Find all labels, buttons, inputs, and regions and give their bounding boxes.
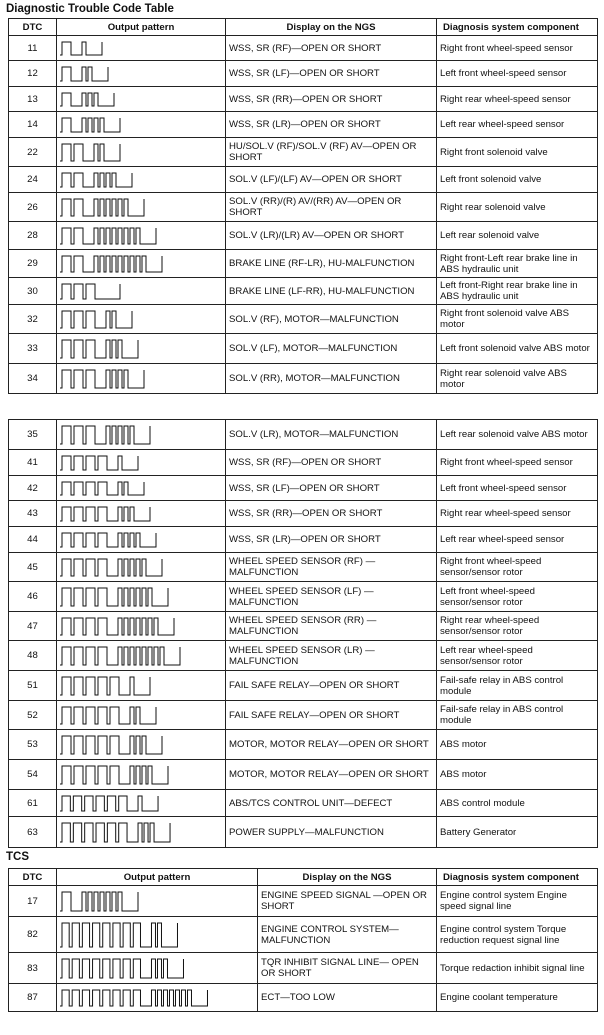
table-row <box>9 886 598 917</box>
table-row <box>9 501 598 527</box>
table-row <box>9 730 598 760</box>
diagnosis-component: Left rear wheel-speed sensor <box>437 527 598 553</box>
dtc-code: 34 <box>9 364 57 394</box>
ngs-display-text: WSS, SR (LR)—OPEN OR SHORT <box>226 112 437 138</box>
waveform-path <box>60 647 180 665</box>
table-row <box>9 984 598 1012</box>
dtc-code: 32 <box>9 305 57 334</box>
waveform-path <box>60 173 132 187</box>
output-pattern-waveform <box>59 920 253 950</box>
diagnosis-component: Right front wheel-speed sensor <box>437 450 598 476</box>
header-pattern: Output pattern <box>57 19 226 36</box>
ngs-display-text: WSS, SR (LF)—OPEN OR SHORT <box>226 476 437 501</box>
ngs-display-text: TQR INHIBIT SIGNAL LINE— OPEN OR SHORT <box>258 953 437 984</box>
dtc-code: 35 <box>9 420 57 450</box>
output-pattern-cell <box>57 278 226 305</box>
dtc-code: 41 <box>9 450 57 476</box>
ngs-display-text: WSS, SR (RR)—OPEN OR SHORT <box>226 87 437 112</box>
dtc-code: 11 <box>9 36 57 61</box>
output-pattern-waveform <box>59 956 253 981</box>
ngs-display-text: FAIL SAFE RELAY—OPEN OR SHORT <box>226 671 437 701</box>
diagnosis-component: Right rear solenoid valve <box>437 193 598 222</box>
output-pattern-cell <box>57 553 226 582</box>
ngs-display-text: SOL.V (LF), MOTOR—MALFUNCTION <box>226 334 437 364</box>
waveform-path <box>60 456 138 470</box>
waveform-path <box>60 796 158 811</box>
output-pattern-cell <box>57 641 226 671</box>
output-pattern-cell <box>57 87 226 112</box>
output-pattern-cell <box>57 527 226 553</box>
waveform-path <box>60 736 162 754</box>
table-row <box>9 790 598 817</box>
ngs-display-text: SOL.V (LF)/(LF) AV—OPEN OR SHORT <box>226 167 437 193</box>
output-pattern-waveform <box>59 793 221 814</box>
ngs-display-text: BRAKE LINE (LF-RR), HU-MALFUNCTION <box>226 278 437 305</box>
ngs-display-text: SOL.V (LR), MOTOR—MALFUNCTION <box>226 420 437 450</box>
tcs-header-component: Diagnosis system component <box>437 869 598 886</box>
diagnosis-component: Right front wheel-speed sensor <box>437 36 598 61</box>
diagnosis-component: Right rear solenoid valve ABS motor <box>437 364 598 394</box>
ngs-display-text: SOL.V (LR)/(LR) AV—OPEN OR SHORT <box>226 222 437 250</box>
diagnosis-component: Right front solenoid valve <box>437 138 598 167</box>
table-row <box>9 476 598 501</box>
output-pattern-cell <box>57 730 226 760</box>
output-pattern-cell <box>57 112 226 138</box>
output-pattern-cell <box>57 476 226 501</box>
output-pattern-cell <box>57 817 226 848</box>
output-pattern-cell <box>57 917 258 953</box>
waveform-path <box>60 959 183 978</box>
ngs-display-text: SOL.V (RR), MOTOR—MALFUNCTION <box>226 364 437 394</box>
dtc-code: 54 <box>9 760 57 790</box>
table-row <box>9 582 598 612</box>
dtc-code: 29 <box>9 250 57 278</box>
output-pattern-cell <box>57 364 226 394</box>
output-pattern-cell <box>57 305 226 334</box>
output-pattern-waveform <box>59 115 221 135</box>
table-row <box>9 917 598 953</box>
diagnosis-component: Left front solenoid valve ABS motor <box>437 334 598 364</box>
table-row <box>9 450 598 476</box>
table-row <box>9 364 598 394</box>
table-row <box>9 278 598 305</box>
ngs-display-text: WHEEL SPEED SENSOR (RF) —MALFUNCTION <box>226 553 437 582</box>
dtc-code: 53 <box>9 730 57 760</box>
table-row <box>9 87 598 112</box>
output-pattern-waveform <box>59 196 221 219</box>
output-pattern-waveform <box>59 337 221 361</box>
ngs-display-text: WHEEL SPEED SENSOR (RR) —MALFUNCTION <box>226 612 437 641</box>
waveform-path <box>60 284 120 299</box>
waveform-path <box>60 67 108 81</box>
output-pattern-waveform <box>59 479 221 498</box>
header-row <box>9 19 598 36</box>
output-pattern-cell <box>57 984 258 1012</box>
ngs-display-text: POWER SUPPLY—MALFUNCTION <box>226 817 437 848</box>
table-row <box>9 36 598 61</box>
tcs-header-dtc: DTC <box>9 869 57 886</box>
diagnosis-component: Left front wheel-speed sensor/sensor rotor <box>437 582 598 612</box>
ngs-display-text: ENGINE CONTROL SYSTEM— MALFUNCTION <box>258 917 437 953</box>
diagnosis-component: Left rear wheel-speed sensor <box>437 112 598 138</box>
waveform-path <box>60 766 168 784</box>
output-pattern-cell <box>57 250 226 278</box>
waveform-path <box>60 311 132 328</box>
output-pattern-cell <box>57 701 226 730</box>
table-row <box>9 305 598 334</box>
output-pattern-cell <box>57 760 226 790</box>
dtc-code: 82 <box>9 917 57 953</box>
output-pattern-waveform <box>59 453 221 473</box>
diagnosis-component: Left rear wheel-speed sensor/sensor rotor <box>437 641 598 671</box>
output-pattern-waveform <box>59 674 221 698</box>
output-pattern-waveform <box>59 733 221 757</box>
diagnosis-component: Left rear solenoid valve ABS motor <box>437 420 598 450</box>
output-pattern-cell <box>57 36 226 61</box>
dtc-code: 30 <box>9 278 57 305</box>
waveform-path <box>60 677 150 695</box>
output-pattern-cell <box>57 138 226 167</box>
ngs-display-text: WSS, SR (LF)—OPEN OR SHORT <box>226 61 437 87</box>
dtc-table-part-1 <box>8 18 598 394</box>
diagnosis-component: Engine control system Torque reduction request signal line <box>437 917 598 953</box>
ngs-display-text: HU/SOL.V (RF)/SOL.V (RF) AV—OPEN OR SHORT <box>226 138 437 167</box>
waveform-path <box>60 990 207 1006</box>
waveform-path <box>60 923 177 947</box>
dtc-code: 28 <box>9 222 57 250</box>
dtc-code: 33 <box>9 334 57 364</box>
output-pattern-waveform <box>59 39 221 58</box>
ngs-display-text: MOTOR, MOTOR RELAY—OPEN OR SHORT <box>226 730 437 760</box>
diagnosis-component: ABS motor <box>437 730 598 760</box>
dtc-code: 13 <box>9 87 57 112</box>
dtc-code: 43 <box>9 501 57 527</box>
table-row <box>9 250 598 278</box>
tcs-section-title: TCS <box>6 851 29 863</box>
waveform-path <box>60 823 170 842</box>
diagnosis-component: Left front-Right rear brake line in ABS hydraulic unit <box>437 278 598 305</box>
table-row <box>9 817 598 848</box>
diagnosis-component: Torque redaction inhibit signal line <box>437 953 598 984</box>
ngs-display-text: SOL.V (RR)/(R) AV/(RR) AV—OPEN OR SHORT <box>226 193 437 222</box>
waveform-path <box>60 256 162 272</box>
waveform-path <box>60 588 168 606</box>
ngs-display-text: FAIL SAFE RELAY—OPEN OR SHORT <box>226 701 437 730</box>
dtc-code: 22 <box>9 138 57 167</box>
output-pattern-waveform <box>59 585 221 609</box>
ngs-display-text: ENGINE SPEED SIGNAL —OPEN OR SHORT <box>258 886 437 917</box>
ngs-display-text: BRAKE LINE (RF-LR), HU-MALFUNCTION <box>226 250 437 278</box>
dtc-code: 24 <box>9 167 57 193</box>
waveform-path <box>60 93 114 106</box>
dtc-code: 51 <box>9 671 57 701</box>
output-pattern-waveform <box>59 170 221 190</box>
output-pattern-waveform <box>59 889 253 914</box>
waveform-path <box>60 507 150 521</box>
dtc-code: 61 <box>9 790 57 817</box>
output-pattern-waveform <box>59 763 221 787</box>
diagnosis-component: ABS control module <box>437 790 598 817</box>
diagnosis-component: Fail-safe relay in ABS control module <box>437 701 598 730</box>
ngs-display-text: WSS, SR (RF)—OPEN OR SHORT <box>226 450 437 476</box>
output-pattern-cell <box>57 886 258 917</box>
output-pattern-cell <box>57 193 226 222</box>
output-pattern-waveform <box>59 141 221 164</box>
table-row <box>9 553 598 582</box>
ngs-display-text: WHEEL SPEED SENSOR (LR) —MALFUNCTION <box>226 641 437 671</box>
ngs-display-text: WSS, SR (LR)—OPEN OR SHORT <box>226 527 437 553</box>
table-row <box>9 167 598 193</box>
waveform-path <box>60 340 138 358</box>
dtc-code: 83 <box>9 953 57 984</box>
dtc-code: 47 <box>9 612 57 641</box>
waveform-path <box>60 892 138 911</box>
ngs-display-text: WSS, SR (RF)—OPEN OR SHORT <box>226 36 437 61</box>
output-pattern-waveform <box>59 820 221 845</box>
waveform-path <box>60 533 156 547</box>
output-pattern-waveform <box>59 281 221 302</box>
output-pattern-waveform <box>59 423 221 447</box>
waveform-path <box>60 482 144 495</box>
output-pattern-waveform <box>59 644 221 668</box>
tcs-header-row <box>9 869 598 886</box>
output-pattern-cell <box>57 671 226 701</box>
table-row <box>9 61 598 87</box>
waveform-path <box>60 199 144 216</box>
dtc-code: 12 <box>9 61 57 87</box>
output-pattern-cell <box>57 222 226 250</box>
output-pattern-cell <box>57 450 226 476</box>
output-pattern-waveform <box>59 225 221 247</box>
header-component: Diagnosis system component <box>437 19 598 36</box>
table-row <box>9 701 598 730</box>
diagnosis-component: Battery Generator <box>437 817 598 848</box>
diagnosis-component: Right rear wheel-speed sensor <box>437 87 598 112</box>
diagnosis-component: Left front wheel-speed sensor <box>437 476 598 501</box>
dtc-code: 44 <box>9 527 57 553</box>
output-pattern-waveform <box>59 530 221 550</box>
dtc-code: 26 <box>9 193 57 222</box>
tcs-table <box>8 868 598 1012</box>
table-row <box>9 112 598 138</box>
output-pattern-cell <box>57 167 226 193</box>
waveform-path <box>60 228 156 244</box>
output-pattern-waveform <box>59 308 221 331</box>
header-display: Display on the NGS <box>226 19 437 36</box>
dtc-table-part-2 <box>8 419 598 848</box>
output-pattern-cell <box>57 790 226 817</box>
waveform-path <box>60 42 102 55</box>
output-pattern-waveform <box>59 90 221 109</box>
ngs-display-text: WSS, SR (RR)—OPEN OR SHORT <box>226 501 437 527</box>
table-row <box>9 641 598 671</box>
table-row <box>9 193 598 222</box>
tcs-header-display: Display on the NGS <box>258 869 437 886</box>
output-pattern-cell <box>57 334 226 364</box>
diagnosis-component: ABS motor <box>437 760 598 790</box>
output-pattern-cell <box>57 61 226 87</box>
diagnosis-component: Fail-safe relay in ABS control module <box>437 671 598 701</box>
ngs-display-text: ECT—TOO LOW <box>258 984 437 1012</box>
output-pattern-waveform <box>59 64 221 84</box>
diagnosis-component: Right rear wheel-speed sensor/sensor rotor <box>437 612 598 641</box>
dtc-code: 46 <box>9 582 57 612</box>
output-pattern-waveform <box>59 704 221 727</box>
tcs-header-pattern: Output pattern <box>57 869 258 886</box>
dtc-code: 52 <box>9 701 57 730</box>
ngs-display-text: MOTOR, MOTOR RELAY—OPEN OR SHORT <box>226 760 437 790</box>
diagnosis-component: Engine control system Engine speed signal line <box>437 886 598 917</box>
waveform-path <box>60 426 150 444</box>
diagnosis-component: Left rear solenoid valve <box>437 222 598 250</box>
dtc-code: 45 <box>9 553 57 582</box>
diagnosis-component: Right front wheel-speed sensor/sensor rotor <box>437 553 598 582</box>
table-row <box>9 334 598 364</box>
waveform-path <box>60 618 174 635</box>
output-pattern-cell <box>57 953 258 984</box>
table-row <box>9 222 598 250</box>
output-pattern-waveform <box>59 987 253 1009</box>
ngs-display-text: SOL.V (RF), MOTOR—MALFUNCTION <box>226 305 437 334</box>
output-pattern-waveform <box>59 556 221 579</box>
waveform-path <box>60 118 120 132</box>
output-pattern-waveform <box>59 615 221 638</box>
table-row <box>9 138 598 167</box>
table-title: Diagnostic Trouble Code Table <box>6 3 174 15</box>
dtc-code: 48 <box>9 641 57 671</box>
output-pattern-waveform <box>59 253 221 275</box>
output-pattern-waveform <box>59 367 221 391</box>
table-row <box>9 527 598 553</box>
dtc-code: 63 <box>9 817 57 848</box>
header-dtc: DTC <box>9 19 57 36</box>
diagnosis-component: Right rear wheel-speed sensor <box>437 501 598 527</box>
waveform-path <box>60 707 156 724</box>
waveform-path <box>60 144 120 161</box>
table-row <box>9 612 598 641</box>
diagnosis-component: Right front solenoid valve ABS motor <box>437 305 598 334</box>
waveform-path <box>60 559 162 576</box>
dtc-code: 14 <box>9 112 57 138</box>
waveform-path <box>60 370 144 388</box>
diagnosis-component: Left front wheel-speed sensor <box>437 61 598 87</box>
dtc-code: 42 <box>9 476 57 501</box>
output-pattern-waveform <box>59 504 221 524</box>
output-pattern-cell <box>57 612 226 641</box>
output-pattern-cell <box>57 501 226 527</box>
output-pattern-cell <box>57 582 226 612</box>
table-row <box>9 760 598 790</box>
dtc-code: 17 <box>9 886 57 917</box>
ngs-display-text: WHEEL SPEED SENSOR (LF) —MALFUNCTION <box>226 582 437 612</box>
table-row <box>9 671 598 701</box>
diagnosis-component: Engine coolant temperature <box>437 984 598 1012</box>
diagnosis-component: Right front-Left rear brake line in ABS hydraulic unit <box>437 250 598 278</box>
ngs-display-text: ABS/TCS CONTROL UNIT—DEFECT <box>226 790 437 817</box>
diagnosis-component: Left front solenoid valve <box>437 167 598 193</box>
output-pattern-cell <box>57 420 226 450</box>
table-row <box>9 420 598 450</box>
dtc-code: 87 <box>9 984 57 1012</box>
table-row <box>9 953 598 984</box>
